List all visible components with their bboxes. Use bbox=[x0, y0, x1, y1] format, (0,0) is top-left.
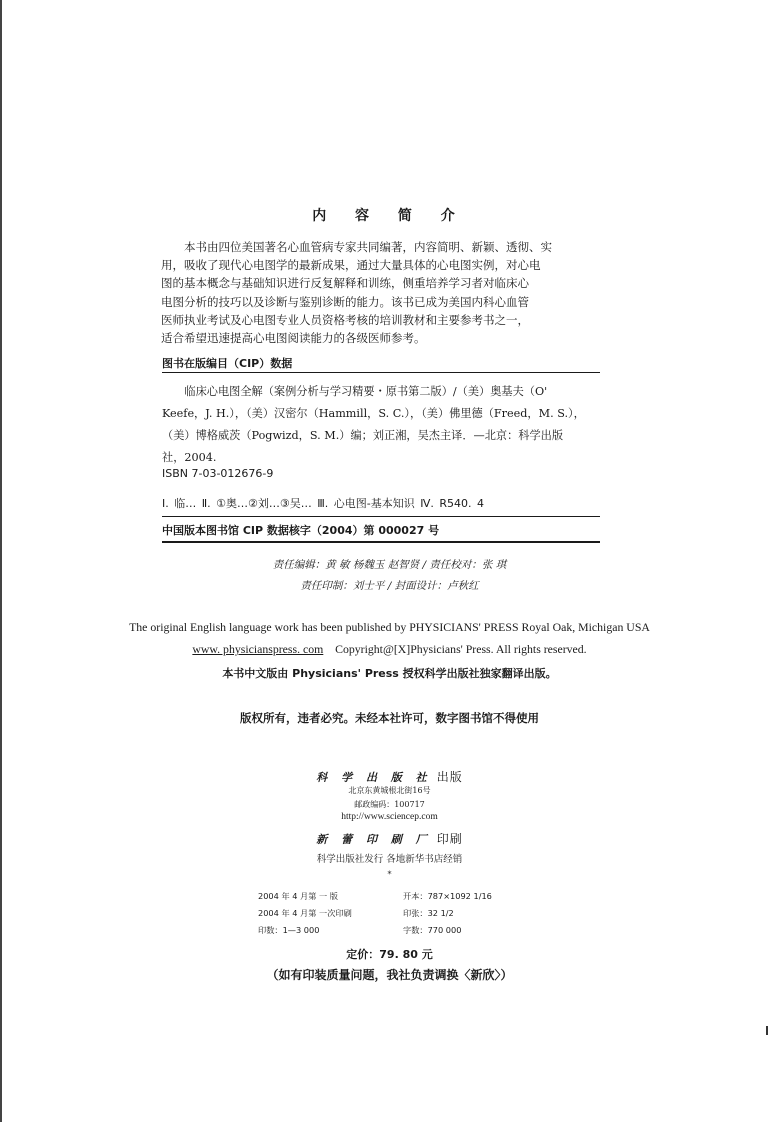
publisher-website: http://www.sciencep.com bbox=[341, 812, 438, 822]
intro-line: 用，吸收了现代心电图学的最新成果，通过大量具体的心电图实例，对心电 bbox=[161, 258, 541, 273]
intro-line: 电图分析的技巧以及诊断与鉴别诊断的能力。该书已成为美国内科心血管 bbox=[161, 294, 529, 309]
publisher-suffix: 出版 bbox=[436, 770, 463, 784]
editor-credits: 责任编辑：黄 敏 杨魏玉 赵智贤 / 责任校对：张 琪 bbox=[272, 559, 507, 571]
cip-number: 中国版本图书馆 CIP 数据核字（2004）第 000027 号 bbox=[162, 524, 440, 537]
separator-mark: * bbox=[387, 870, 392, 879]
divider bbox=[162, 516, 600, 517]
copyright-notice: Copyright@[X]Physicians' Press. All rights reserved. bbox=[335, 642, 587, 656]
cip-heading: 图书在版编目（CIP）数据 bbox=[162, 357, 293, 370]
distribution: 科学出版社发行 各地新华书店经销 bbox=[316, 854, 463, 865]
rights-statement: 版权所有，违者必究。未经本社许可，数字图书馆不得使用 bbox=[240, 711, 539, 725]
intro-line: 图的基本概念与基础知识进行反复解释和训练，侧重培养学习者对临床心 bbox=[161, 276, 529, 291]
printer-name: 新 蕾 印 刷 厂 bbox=[316, 833, 432, 846]
scan-edge-mark bbox=[766, 1026, 768, 1035]
publisher-website-link[interactable]: www. physicianspress. com bbox=[192, 642, 324, 656]
publisher-name: 科 学 出 版 社 bbox=[316, 771, 432, 784]
publisher-line bbox=[0, 766, 779, 785]
printing-credits: 责任印制：刘士平 / 封面设计：卢秋红 bbox=[300, 580, 479, 592]
cip-line: Keefe，J. H.），（美）汉密尔（Hammill，S. C.），（美）佛里德（Freed，M. S.）， bbox=[162, 407, 585, 420]
edition-row bbox=[258, 922, 498, 939]
intro-line: 本书由四位美国著名心血管病专家共同编著，内容简明、新颖、透彻、实 bbox=[184, 240, 552, 254]
cip-line: 临床心电图全解（案例分析与学习精要・原书第二版）/（美）奥基夫（O' bbox=[184, 385, 548, 398]
cip-body bbox=[162, 381, 604, 469]
cip-line: （美）博格威茨（Pogwizd，S. M.）编；刘正湘，吴杰主译．—北京：科学出版 bbox=[162, 429, 564, 442]
divider bbox=[162, 541, 600, 543]
english-publication-note: The original English language work has been published by PHYSICIANS' PRESS Royal Oak, Michigan USA bbox=[129, 620, 650, 634]
section-title: 内 容 简 介 bbox=[312, 208, 467, 224]
printer-suffix: 印刷 bbox=[436, 832, 463, 846]
edition-info: 印数：1—3 000 bbox=[258, 925, 320, 935]
edition-info: 2004 年 4 月第 一 版 bbox=[258, 891, 338, 901]
isbn: ISBN 7-03-012676-9 bbox=[162, 467, 274, 480]
format-info: 开本：787×1092 1/16 bbox=[403, 891, 492, 901]
printer-line bbox=[0, 828, 779, 847]
edition-table bbox=[258, 888, 498, 939]
edition-row bbox=[258, 888, 498, 905]
quality-note: （如有印装质量问题，我社负责调换〈新欣〉） bbox=[266, 968, 513, 982]
intro-line: 适合希望迅速提高心电图阅读能力的各级医师参考。 bbox=[161, 331, 426, 346]
format-info: 印张：32 1/2 bbox=[403, 908, 454, 918]
intro-paragraph bbox=[161, 238, 603, 347]
classification: Ⅰ. 临… Ⅱ. ①奥…②刘…③吴… Ⅲ. 心电图-基本知识 Ⅳ. R540. 4 bbox=[162, 497, 485, 510]
publisher-postcode: 邮政编码：100717 bbox=[354, 800, 425, 809]
price: 定价：79. 80 元 bbox=[346, 948, 433, 961]
edition-row bbox=[258, 905, 498, 922]
cip-line: 社，2004. bbox=[162, 451, 217, 464]
translation-note: 本书中文版由 Physicians' Press 授权科学出版社独家翻译出版。 bbox=[222, 667, 557, 680]
divider bbox=[162, 372, 600, 373]
publisher-address: 北京东黄城根北街16号 bbox=[348, 786, 431, 795]
edition-info: 2004 年 4 月第 一次印刷 bbox=[258, 908, 352, 918]
intro-line: 医师执业考试及心电图专业人员资格考核的培训教材和主要参考书之一， bbox=[161, 312, 529, 327]
format-info: 字数：770 000 bbox=[403, 925, 462, 935]
url-copyright-line bbox=[0, 642, 779, 657]
